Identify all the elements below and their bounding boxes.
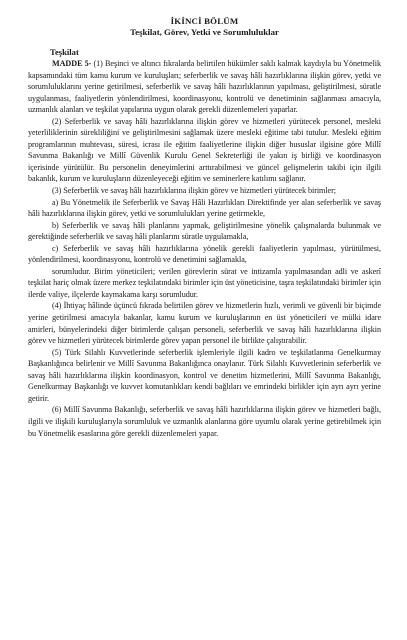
paragraph-3-closing: sorumludur. Birim yöneticileri; verilen görevlerin sürat ve intizamla yapılmasından adli ve askerî teşkilat hariç olmak üzere merkez teşkilatındaki birimler için üst yöneticisine, taşra teşkilatındaki birimler için ilerde valiye, ilçelerde kaymakama karşı sorumludur.: [28, 266, 381, 299]
subheading: Teşkilat: [50, 47, 79, 57]
section-title: Teşkilat, Görev, Yetki ve Sorumluluklar: [130, 27, 279, 37]
paragraph-3-item-c: c) Seferberlik ve savaş hâli hazırlıklarına yönelik gerekli faaliyetlerin yapılması, yürütülmesi, yönlendirilmesi, koordinasyonu, kontrolü ve denetimini sağlamakla,: [28, 243, 381, 265]
paragraph-1: [28, 58, 381, 116]
paragraph-5: (5) Türk Silahlı Kuvvetlerinde seferberlik işlemleriyle ilgili kadro ve teşkilatlanma Genelkurmay Başkanlığınca belirlenir ve Millî Savunma Bakanlığınca onaylanır. Türk Silahlı Kuvvetlerinin seferberlik ve savaş hâli hazırlıklarına ilişkin koordinasyon, kontrol ve denetim hizmetlerini, Millî Savunma Bakanlığı, Genelkurmay Başkanlığı ve kuvvet komutanlıkları kendi bağlıları ve emrindeki birlikler için ayrı ayrı yerine getirir.: [28, 347, 381, 403]
paragraph-3-item-b: b) Seferberlik ve savaş hâli planlarını yapmak, geliştirilmesine yönelik çalışmalarda bulunmak ve gerektiğinde seferberlik ve savaş hâli planlarını süratle uygulamakla,: [28, 220, 381, 242]
paragraph-1-text: (1) Beşinci ve altıncı fıkralarda belirtilen hükümler saklı kalmak kaydıyla bu Yönetmelik kapsamındaki tüm kamu kurum ve kuruluşları; seferberlik ve savaş hâli hazırlıklarına ilişkin görev, yetki ve sorumluluklarını yerine getirilmesi, seferberlik ve savaş hâli hazırlıklarının yapılması, geliştirilmesi, süratle uygulanması, faaliyetlerin yönlendirilmesi, koordinasyonu, kontrolü ve denetiminin sağlanması amacıyla, uzmanlık alanları ve teşkilat yapılarına uygun olarak gerekli düzenlemeleri yaparlar.: [28, 59, 382, 115]
paragraph-6: (6) Millî Savunma Bakanlığı, seferberlik ve savaş hâli hazırlıklarına ilişkin görev ve hizmetleri bağlı, ilgili ve ilişkili kuruluşlarıyla sorumluluk ve uzmanlık alanlarına göre uyumlu olarak yerine getirebilmek için bu Yönetmelik esaslarına göre gerekli düzenlemeleri yapar.: [28, 405, 381, 438]
paragraph-3-item-a: a) Bu Yönetmelik ile Seferberlik ve Savaş Hâli Hazırlıkları Direktifinde yer alan seferberlik ve savaş hâli hazırlıklarına ilişkin görev, yetki ve sorumlulukları yerine getirmekle,: [28, 197, 381, 219]
article-label: MADDE 5-: [52, 59, 92, 68]
paragraph-4: (4) İhtiyaç hâlinde üçüncü fıkrada belirtilen görev ve hizmetlerin hızlı, verimli ve güvenli bir biçimde yerine getirilmesi amacıyla bakanlar, kamu kurum ve kuruluşlarının en üst yöneticileri ve mülki idare amirleri, bünyelerindeki diğer birimlerde çalışan personeli, seferberlik ve savaş hâli hazırlıklarına ilişkin görev ve hizmetleri yürütecek birimlerde görev yapan personel ile birlikte çalıştırabilir.: [28, 301, 381, 346]
section-heading: İKİNCİ BÖLÜM: [170, 16, 239, 26]
paragraph-3: (3) Seferberlik ve savaş hâli hazırlıklarına ilişkin görev ve hizmetleri yürütecek birimler;: [52, 186, 336, 196]
paragraph-2: (2) Seferberlik ve savaş hâli hazırlıklarına ilişkin görev ve hizmetleri yürütecek personel, mesleki yeterliliklerinin sürekliliğini ve geliştirilmesini sağlamak üzere mesleki eğitime tabi tutulur. Mesleki eğitim programlarının muhtevası, süresi, icrası ile eğitim faaliyetlerine ilişkin diğer hususlar ilgisine göre Millî Savunma Bakanlığı ve Millî Güvenlik Kurulu Genel Sekreterliği ile yakın iş birliği ve koordinasyon içerisinde yürütülür. Bu personelin deneyimlerini arttırabilmesi ve güncel gelişmelerin takibi için ilgili bakanlık, kurum ve kuruluşların düzenleyeceği eğitim ve seminerlere katılımı sağlanır.: [28, 116, 381, 184]
